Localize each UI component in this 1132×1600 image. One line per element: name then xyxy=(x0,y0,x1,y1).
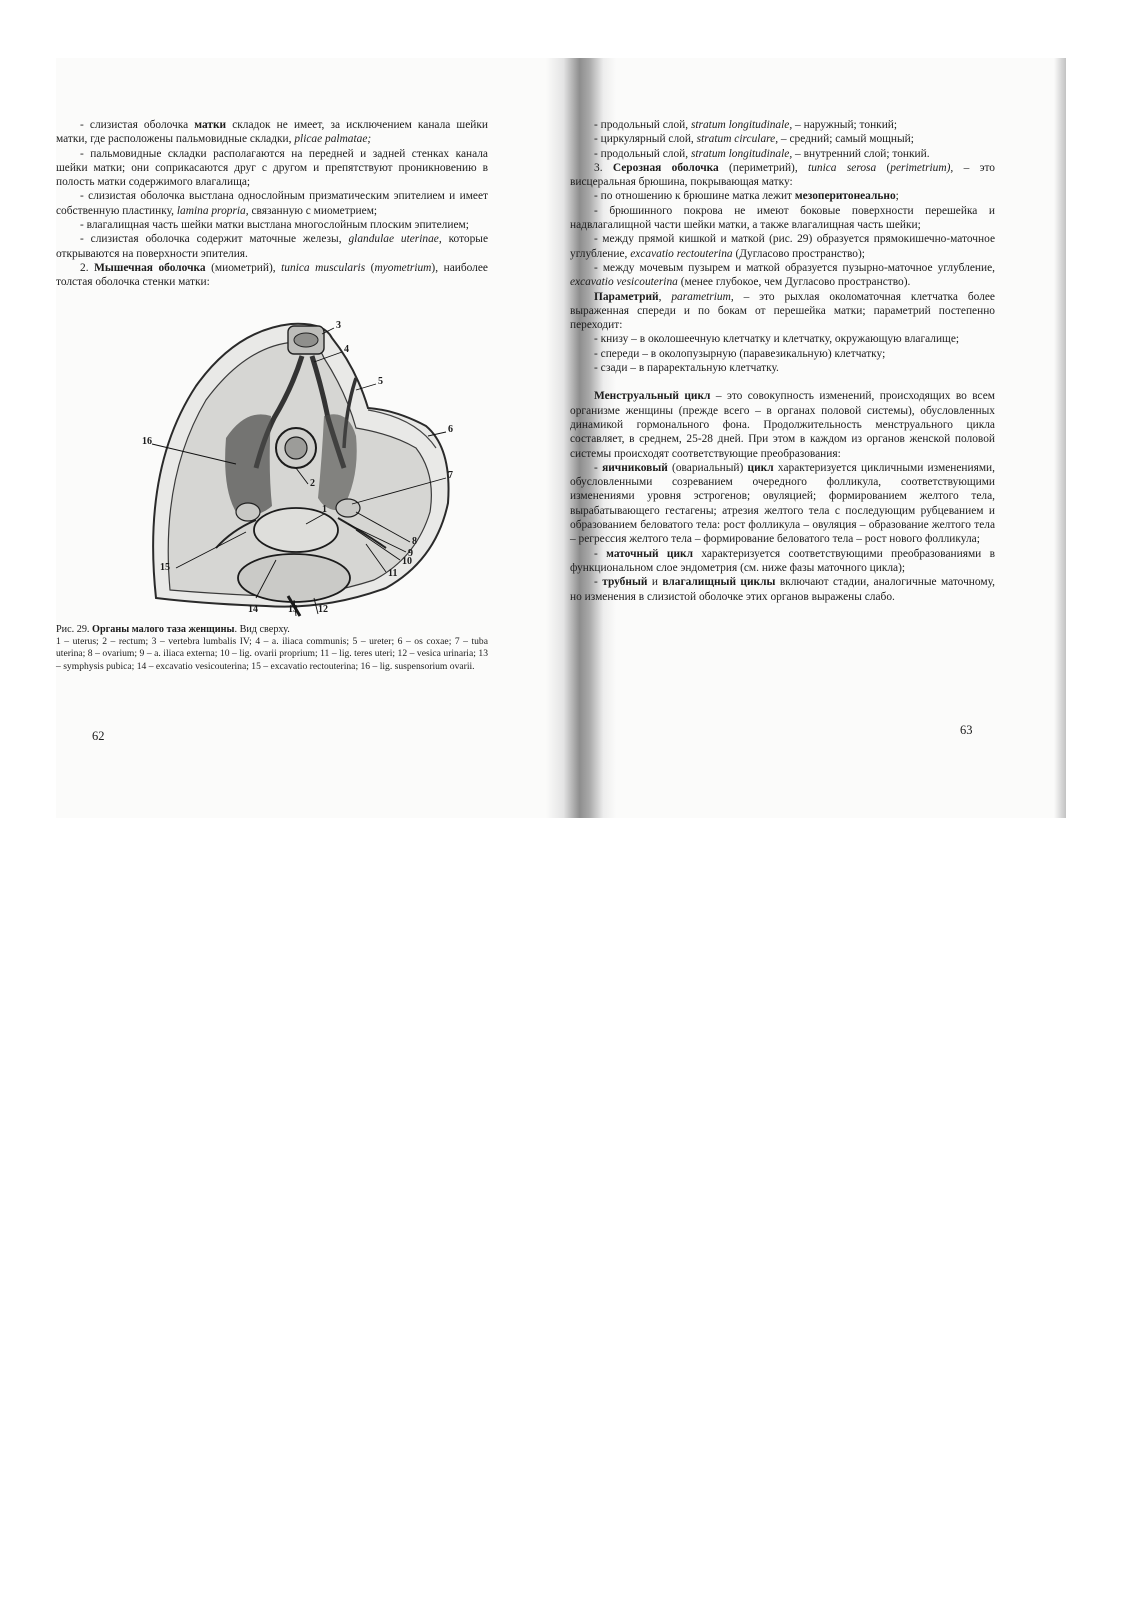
figure-label: 3 xyxy=(336,319,341,331)
text-run: - слизистая оболочка содержит маточные железы, xyxy=(80,233,349,246)
text-run: (Дугласово пространство); xyxy=(732,247,865,260)
latin-term: stratum longitudinale, xyxy=(690,147,793,160)
text-run: характеризуется цикличными изменениями, обусловленными созреванием очередного фолликула, соответствующими изменениями уровня эстрогенов; овуляцией; формированием желтого тела, вырабатывающего гестагены; атрезия желтого тела с последующим рубцеванием и образованием беловатого тела: рост фолликула – овуляция – образование желтого тела – регрессия желтого тела – формирование беловатого тела – рост нового фолликула; xyxy=(570,461,995,546)
text-run: включают стадии, аналогичные маточному, но изменения в слизистой оболочке этих органов выражены слабо. xyxy=(570,576,995,603)
text-run: - между прямой кишкой и маткой (рис. 29) образуется прямокишечно-маточное углубление, xyxy=(570,233,995,260)
caption-title: Органы малого таза женщины xyxy=(92,623,235,635)
latin-term: glandulae uterinae, xyxy=(348,233,442,246)
bold-term: яичниковый xyxy=(602,461,668,474)
latin-term: parametrium, xyxy=(671,290,734,303)
text-run: , xyxy=(658,290,672,303)
text-run: связанную с миометрием; xyxy=(248,204,378,217)
figure-label: 12 xyxy=(318,603,328,615)
bold-term: мезоперитонеально xyxy=(794,190,896,203)
text-run: - влагалищная часть шейки матки выстлана многослойным плоским эпителием; xyxy=(80,219,469,232)
page-edge-shadow xyxy=(1054,58,1066,818)
text-run: ( xyxy=(365,261,375,274)
bold-term: трубный xyxy=(602,576,648,589)
figure-label: 15 xyxy=(160,561,170,573)
latin-term: stratum longitudinale, xyxy=(690,119,793,131)
bold-term: матки xyxy=(194,119,227,131)
text-paragraph xyxy=(56,147,488,190)
caption-prefix: Рис. 29. xyxy=(56,623,93,635)
text-paragraph xyxy=(570,461,995,547)
text-run: – это висцеральная брюшина, покрывающая матку: xyxy=(570,161,996,189)
text-run: 3. xyxy=(594,161,613,174)
text-run: - xyxy=(594,576,603,589)
text-paragraph xyxy=(570,347,995,361)
text-run: - спереди – в околопузырную (паравезикальную) клетчатку; xyxy=(594,347,886,360)
text-run: - xyxy=(594,547,607,560)
text-paragraph xyxy=(570,132,995,146)
text-run: - сзади – в параректальную клетчатку. xyxy=(594,362,779,375)
latin-term: plicae palmatae; xyxy=(294,133,372,146)
text-paragraph xyxy=(570,204,995,233)
caption-suffix: . Вид сверху. xyxy=(234,623,290,635)
text-run: – это совокупность изменений, происходящих во всем организме женщины (прежде всего – в органах половой системы), обусловленных динамикой гормонального фона. Продолжительность менструального цикла составляет, в среднем, 25-28 дней. При этом в каждом из органов женской половой системы происходят соответствующие преобразования: xyxy=(570,390,995,460)
text-run: - слизистая оболочка выстлана однослойным призматическим эпителием и имеет собственную пластинку, xyxy=(56,190,488,217)
right-page-number: 63 xyxy=(960,723,973,737)
bold-term: Серозная оболочка xyxy=(612,161,719,174)
text-run: которые открываются на поверхности эпителия. xyxy=(56,233,489,260)
latin-term: excavatio vesicouterina xyxy=(570,276,678,289)
text-paragraph xyxy=(56,218,488,232)
text-run: - пальмовидные складки располагаются на передней и задней стенках канала шейки матки; они соприкасаются друг с другом и препятствуют проникновению в полость матки содержимого влагалища; xyxy=(56,147,488,189)
text-run: - циркулярный слой, xyxy=(594,133,697,146)
text-run: - по отношению к брюшине матка лежит xyxy=(594,190,795,203)
figure-label: 8 xyxy=(412,535,417,547)
right-page xyxy=(570,118,995,604)
text-run: ), наиболее толстая оболочка стенки матки: xyxy=(56,261,488,289)
latin-term: tunica muscularis xyxy=(281,261,366,274)
text-paragraph xyxy=(570,290,995,333)
figure-label: 9 xyxy=(408,547,413,559)
text-paragraph xyxy=(56,261,488,290)
latin-term: excavatio rectouterina xyxy=(630,247,733,260)
text-run: ( xyxy=(876,161,891,174)
text-paragraph xyxy=(56,189,488,218)
latin-term: tunica serosa xyxy=(808,161,877,174)
text-run: (овариальный) xyxy=(667,461,748,474)
figure-label: 6 xyxy=(448,423,453,435)
text-run: - между мочевым пузырем и маткой образуется пузырно-маточное углубление, xyxy=(594,261,995,274)
text-paragraph xyxy=(570,118,995,132)
text-run: – средний; самый мощный; xyxy=(778,133,914,146)
text-run: 2. xyxy=(80,261,95,274)
text-run: (менее глубокое, чем Дугласово пространство). xyxy=(677,276,911,289)
bold-term: Параметрий xyxy=(594,290,659,303)
pelvis-figure xyxy=(56,298,488,618)
text-paragraph xyxy=(570,389,995,460)
figure-label: 2 xyxy=(310,477,315,489)
text-paragraph xyxy=(570,161,995,190)
left-page xyxy=(56,118,488,673)
caption-legend: 1 – uterus; 2 – rectum; 3 – vertebra lumbalis IV; 4 – a. iliaca communis; 5 – ureter; 6 – os coxae; 7 – tuba uterina; 8 – ovarium; 9 – a. iliaca externa; 10 – lig. ovarii proprium; 11 – lig. teres uteri; 12 – vesica urinaria; 13 – symphysis pubica; 14 – excavatio vesicouterina; 15 – excavatio rectouterina; 16 – lig. suspensorium ovarii. xyxy=(56,635,488,672)
latin-term: perimetrium), xyxy=(890,161,954,174)
text-paragraph xyxy=(56,232,488,261)
latin-term: lamina propria, xyxy=(176,204,249,217)
text-run: - брюшинного покрова не имеют боковые поверхности перешейка и надвлагалищной части шейки матки, а также влагалищная часть шейки; xyxy=(570,204,995,232)
text-run: - книзу – в околошеечную клетчатку и клетчатку, окружающую влагалище; xyxy=(594,333,960,346)
text-run: ; xyxy=(895,190,899,203)
text-run: - слизистая оболочка xyxy=(80,119,195,131)
text-run: (миометрий), xyxy=(205,261,282,274)
text-paragraph xyxy=(56,118,488,147)
latin-term: myometrium xyxy=(374,261,432,274)
text-paragraph xyxy=(570,332,995,346)
figure-label: 4 xyxy=(344,343,349,355)
right-page-text xyxy=(570,118,995,604)
text-paragraph xyxy=(570,232,995,261)
figure-label: 1 xyxy=(322,503,327,515)
figure-label: 14 xyxy=(248,603,258,615)
text-run: складок не имеет, за исключением канала шейки матки, где расположены пальмовидные складки, xyxy=(56,119,488,146)
figure-label: 5 xyxy=(378,375,383,387)
bold-term: влагалищный циклы xyxy=(662,576,776,589)
text-run: (периметрий), xyxy=(718,161,809,174)
text-paragraph xyxy=(570,547,995,576)
left-page-text xyxy=(56,118,488,290)
text-paragraph xyxy=(570,189,995,203)
figure-label: 16 xyxy=(142,435,152,447)
figure-caption xyxy=(56,624,488,674)
text-run: характеризуется соответствующими преобразованиями в функциональном слое эндометрия (см. ниже фазы маточного цикла); xyxy=(570,547,995,574)
pelvis-illustration xyxy=(56,298,488,618)
text-paragraph xyxy=(570,361,995,375)
text-paragraph xyxy=(570,147,995,161)
text-run: – внутренний слой; тонкий. xyxy=(792,147,930,160)
bold-term: маточный цикл xyxy=(606,547,693,560)
text-run: - продольный слой, xyxy=(594,147,691,160)
figure-label: 13 xyxy=(288,603,298,615)
figure-label: 7 xyxy=(448,469,453,481)
text-run: - продольный слой, xyxy=(594,119,691,131)
text-run: и xyxy=(647,576,663,589)
bold-term: Менструальный цикл xyxy=(594,390,711,403)
text-paragraph xyxy=(570,575,995,604)
left-page-number: 62 xyxy=(92,729,105,743)
latin-term: stratum circulare, xyxy=(696,133,779,146)
figure-label: 10 xyxy=(402,555,412,567)
bold-term: Мышечная оболочка xyxy=(94,261,206,274)
text-run: – наружный; тонкий; xyxy=(792,119,898,131)
figure-label: 11 xyxy=(388,567,398,579)
text-run: – это рыхлая околоматочная клетчатка более выраженная спереди и по бокам от перешейка матки; параметрий постепенно переходит: xyxy=(570,290,995,332)
text-run: - xyxy=(594,461,603,474)
bold-term: цикл xyxy=(747,461,774,474)
text-paragraph xyxy=(570,261,995,290)
